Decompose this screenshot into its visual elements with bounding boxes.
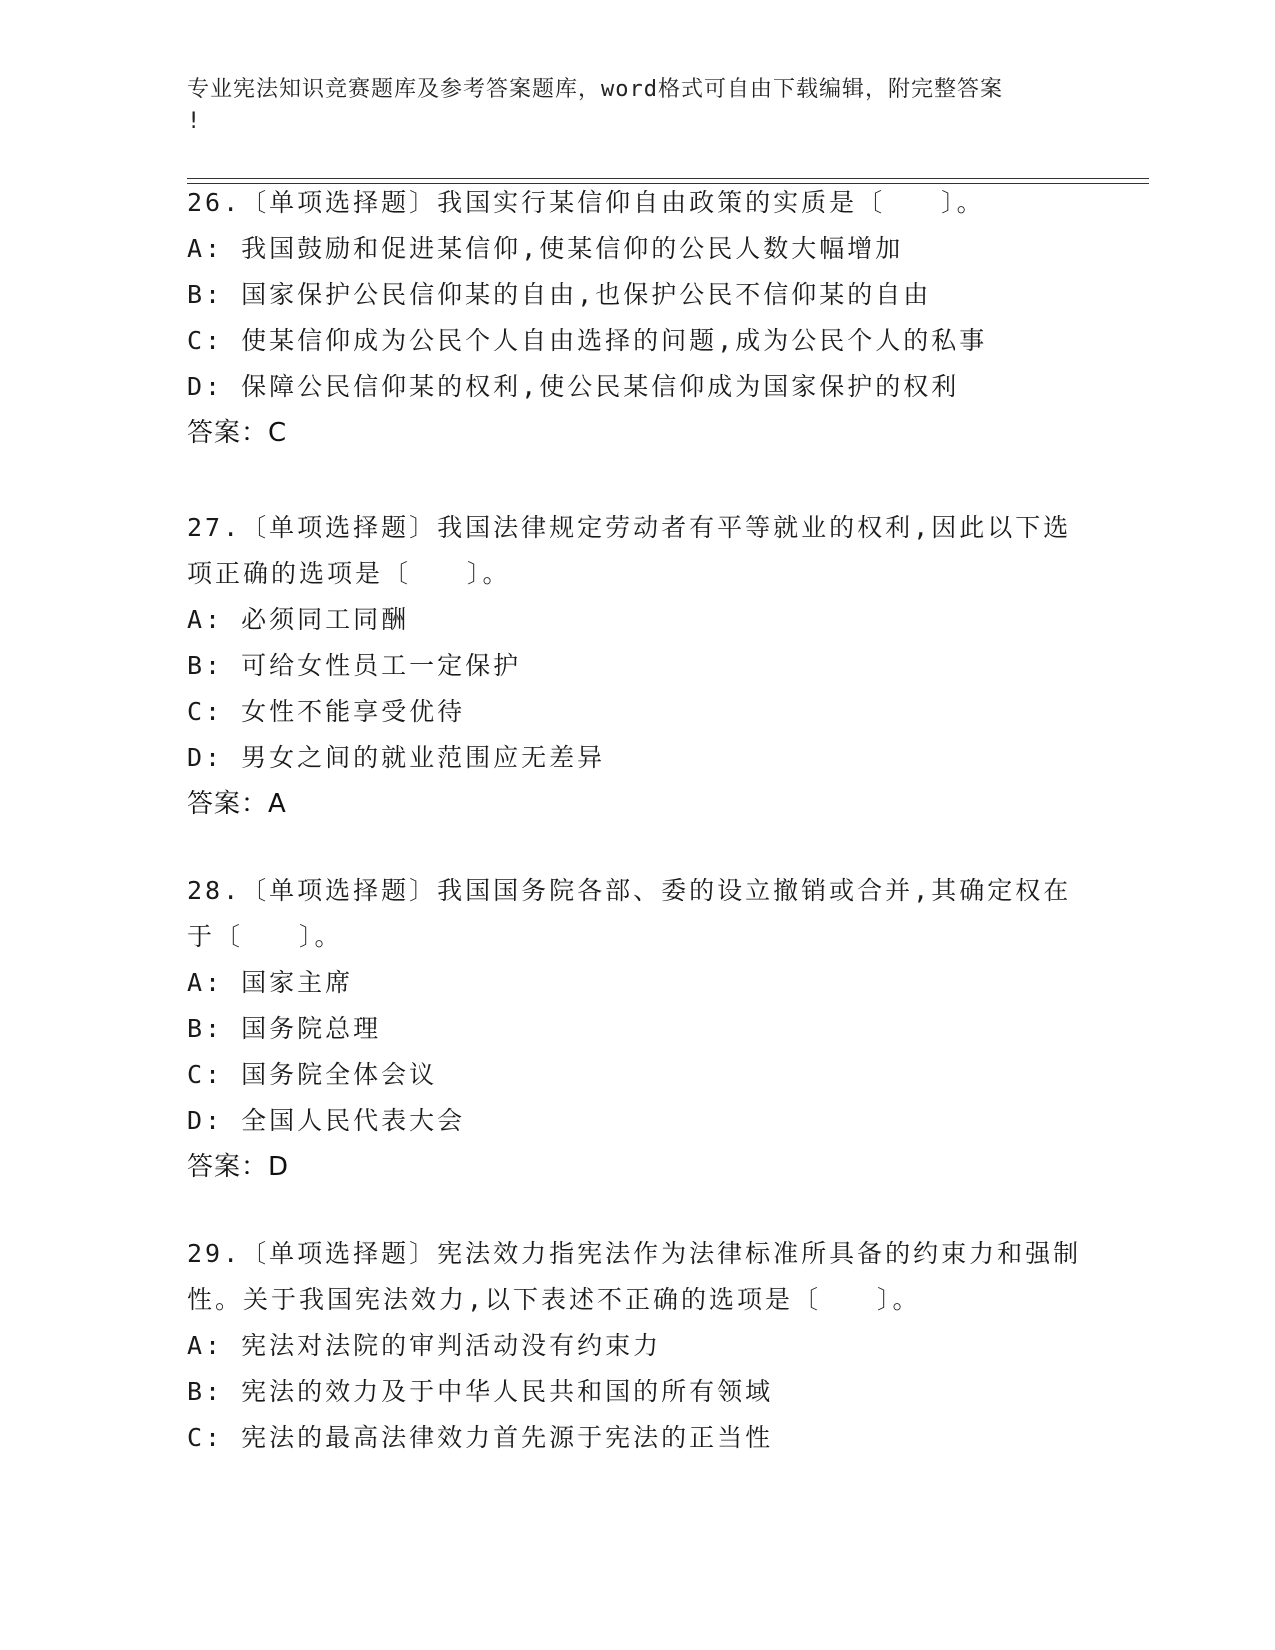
question-29 (187, 1231, 1087, 1461)
question-27 (187, 505, 1087, 827)
option-a: A: 我国鼓励和促进某信仰,使某信仰的公民人数大幅增加 (187, 234, 904, 263)
question-stem: 29.〔单项选择题〕宪法效力指宪法作为法律标准所具备的约束力和强制性。关于我国宪法效力,以下表述不正确的选项是〔 〕。 (187, 1239, 1082, 1314)
question-26 (187, 180, 1087, 456)
header-text-line2: ! (187, 109, 202, 134)
question-28 (187, 868, 1087, 1190)
question-stem: 26.〔单项选择题〕我国实行某信仰自由政策的实质是〔 〕。 (187, 188, 985, 217)
answer-text: 答案：A (187, 789, 287, 819)
option-b: B: 可给女性员工一定保护 (187, 651, 522, 680)
option-d: D: 男女之间的就业范围应无差异 (187, 743, 606, 772)
option-b: B: 国务院总理 (187, 1014, 382, 1043)
option-a: A: 宪法对法院的审判活动没有约束力 (187, 1331, 662, 1360)
header-text-line1: 专业宪法知识竞赛题库及参考答案题库，word格式可自由下载编辑，附完整答案 (187, 77, 1003, 102)
question-stem: 28.〔单项选择题〕我国国务院各部、委的设立撤销或合并,其确定权在于〔 〕。 (187, 876, 1072, 951)
option-c: C: 宪法的最高法律效力首先源于宪法的正当性 (187, 1423, 774, 1452)
option-c: C: 国务院全体会议 (187, 1060, 438, 1089)
option-d: D: 保障公民信仰某的权利,使公民某信仰成为国家保护的权利 (187, 372, 960, 401)
document-header (187, 74, 1067, 138)
option-b: B: 宪法的效力及于中华人民共和国的所有领域 (187, 1377, 774, 1406)
header-divider-top (187, 178, 1149, 179)
option-a: A: 必须同工同酬 (187, 605, 410, 634)
answer-text: 答案：D (187, 1152, 290, 1182)
option-d: D: 全国人民代表大会 (187, 1106, 466, 1135)
option-c: C: 使某信仰成为公民个人自由选择的问题,成为公民个人的私事 (187, 326, 988, 355)
question-stem: 27.〔单项选择题〕我国法律规定劳动者有平等就业的权利,因此以下选项正确的选项是〔 〕。 (187, 513, 1072, 588)
answer-text: 答案：C (187, 418, 288, 448)
option-b: B: 国家保护公民信仰某的自由,也保护公民不信仰某的自由 (187, 280, 932, 309)
option-c: C: 女性不能享受优待 (187, 697, 466, 726)
option-a: A: 国家主席 (187, 968, 354, 997)
